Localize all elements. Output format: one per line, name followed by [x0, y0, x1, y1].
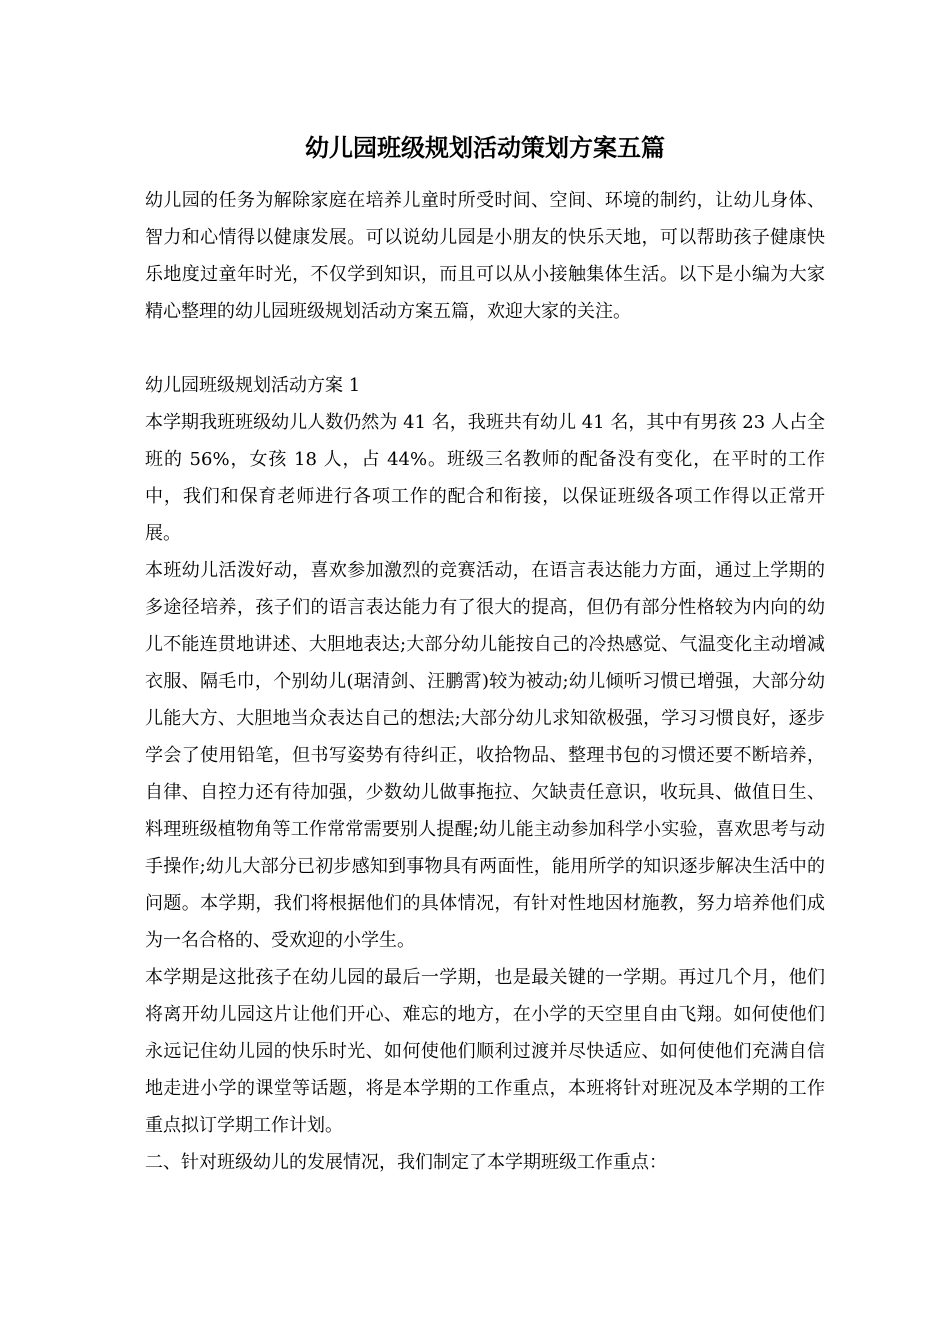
body-paragraph: 本学期我班班级幼儿人数仍然为 41 名，我班共有幼儿 41 名，其中有男孩 23 人占全班的 56%，女孩 18 人，占 44%。班级三名教师的配备没有变化，在平时的工作中，我们和保育老师进行各项工作的配合和衔接，以保证班级各项工作得以正常开展。	[145, 412, 825, 544]
section-heading: 幼儿园班级规划活动方案 1	[145, 375, 361, 396]
document-page	[145, 128, 825, 1181]
body-paragraph: 二、针对班级幼儿的发展情况，我们制定了本学期班级工作重点：	[145, 1152, 667, 1173]
blank-line	[145, 330, 825, 367]
document-title: 幼儿园班级规划活动策划方案五篇	[305, 133, 665, 162]
intro-paragraph: 幼儿园的任务为解除家庭在培养儿童时所受时间、空间、环境的制约，让幼儿身体、智力和心情得以健康发展。可以说幼儿园是小朋友的快乐天地，可以帮助孩子健康快乐地度过童年时光，不仅学到知识，而且可以从小接触集体生活。以下是小编为大家精心整理的幼儿园班级规划活动方案五篇，欢迎大家的关注。	[145, 190, 825, 322]
body-paragraph: 本学期是这批孩子在幼儿园的最后一学期，也是最关键的一学期。再过几个月，他们将离开幼儿园这片让他们开心、难忘的地方，在小学的天空里自由飞翔。如何使他们永远记住幼儿园的快乐时光、如何使他们顺利过渡并尽快适应、如何使他们充满自信地走进小学的课堂等话题，将是本学期的工作重点，本班将针对班况及本学期的工作重点拟订学期工作计划。	[145, 967, 825, 1136]
body-paragraph: 本班幼儿活泼好动，喜欢参加激烈的竞赛活动，在语言表达能力方面，通过上学期的多途径培养，孩子们的语言表达能力有了很大的提高，但仍有部分性格较为内向的幼儿不能连贯地讲述、大胆地表达;大部分幼儿能按自己的冷热感觉、气温变化主动增减衣服、隔毛巾，个别幼儿(琚清剑、汪鹏霄)较为被动;幼儿倾听习惯已增强，大部分幼儿能大方、大胆地当众表达自己的想法;大部分幼儿求知欲极强，学习习惯良好，逐步学会了使用铅笔，但书写姿势有待纠正，收拾物品、整理书包的习惯还要不断培养，自律、自控力还有待加强，少数幼儿做事拖拉、欠缺责任意识，收玩具、做值日生、料理班级植物角等工作常常需要别人提醒;幼儿能主动参加科学小实验，喜欢思考与动手操作;幼儿大部分已初步感知到事物具有两面性，能用所学的知识逐步解决生活中的问题。本学期，我们将根据他们的具体情况，有针对性地因材施教，努力培养他们成为一名合格的、受欢迎的小学生。	[145, 560, 825, 951]
